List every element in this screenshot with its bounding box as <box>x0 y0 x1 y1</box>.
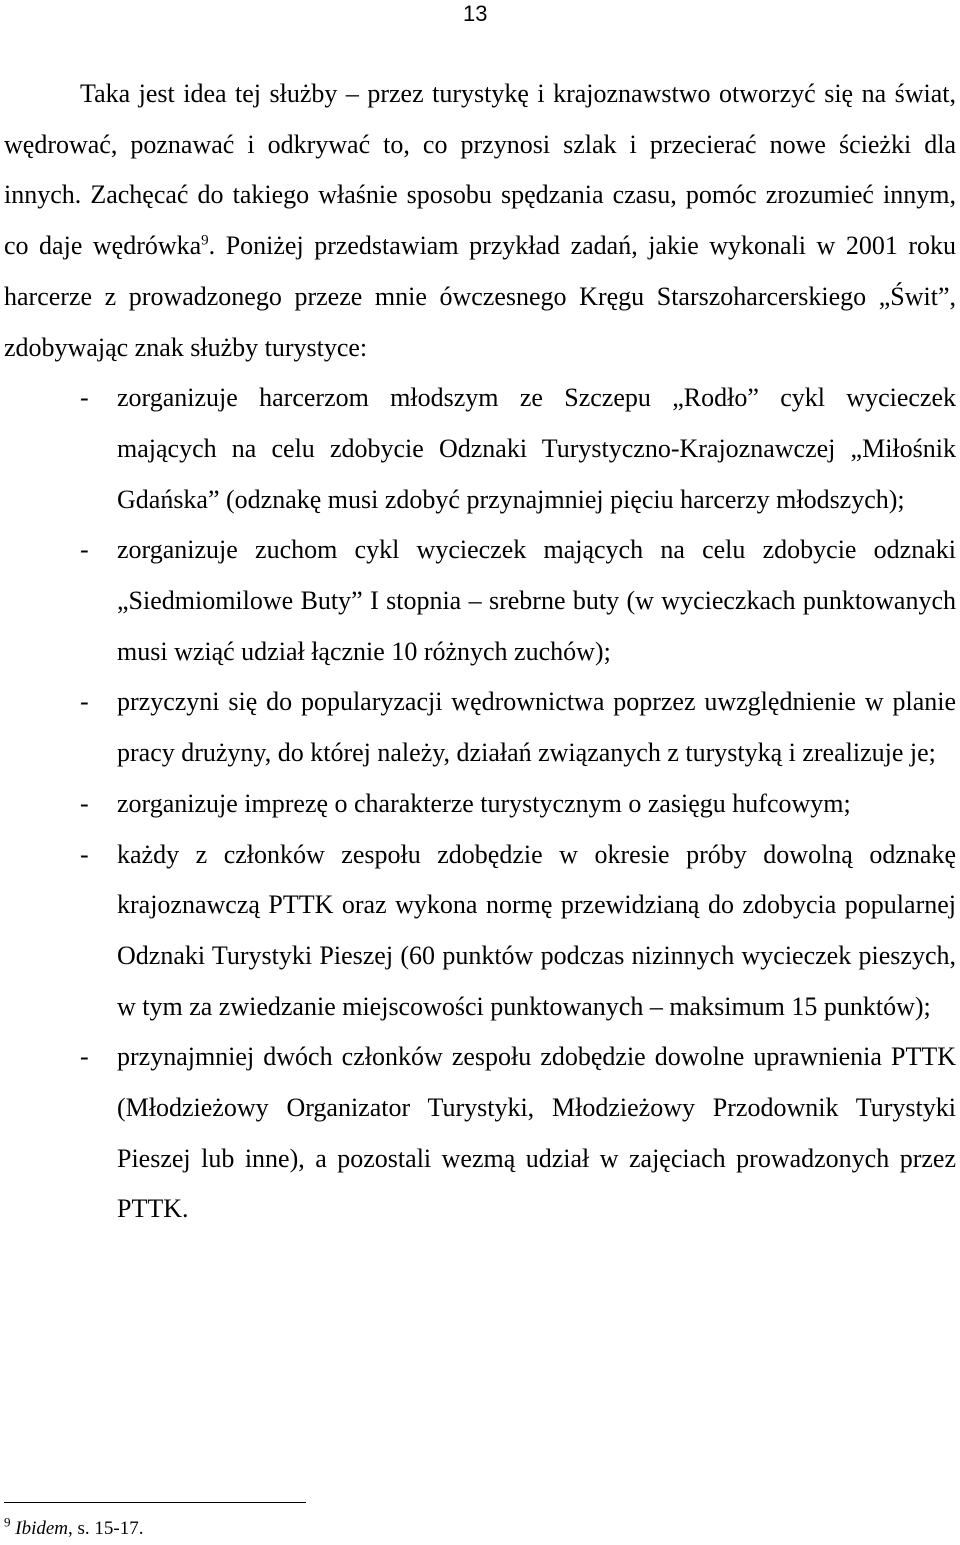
list-item <box>4 1032 956 1235</box>
footnote <box>4 1515 144 1543</box>
list-bullet: - <box>80 839 89 869</box>
footnote-separator <box>4 1502 306 1503</box>
list-item <box>4 525 956 677</box>
paragraph-tasks-intro: Poniżej przedstawiam przykład zadań, jakie wykonali w 2001 roku harcerze z prowadzonego przeze mnie ówczesnego Kręgu Starszoharcerskiego „Świt”, zdobywając znak służby turystyce: <box>4 231 956 362</box>
list-item-text: każdy z członków zespołu zdobędzie w okresie próby dowolną odznakę krajoznawczą PTTK oraz wykona normę przewidzianą do zdobycia popularnej Odznaki Turystyki Pieszej (60 punktów podczas nizinnych wycieczek pieszych, w tym za zwiedzanie miejscowości punktowanych – maksimum 15 punktów); <box>117 839 956 1021</box>
body-text <box>4 69 956 1235</box>
footnote-number: 9 <box>4 1514 11 1530</box>
list-bullet: - <box>80 1042 89 1072</box>
footnote-pages: , s. 15-17. <box>68 1518 144 1539</box>
list-bullet: - <box>80 687 89 717</box>
paragraph-intro-end: . <box>208 231 216 261</box>
list-item-text: zorganizuje harcerzom młodszym ze Szczepu „Rodło” cykl wycieczek mających na celu zdobycie Odznaki Turystyczno-Krajoznawczej „Miłośnik Gdańska” (odznakę musi zdobyć przynajmniej pięciu harcerzy młodszych); <box>117 383 956 514</box>
list-item <box>4 373 956 525</box>
list-item-text: zorganizuje imprezę o charakterze turystycznym o zasięgu hufcowym; <box>117 788 851 818</box>
list-item-text: zorganizuje zuchom cykl wycieczek mających na celu zdobycie odznaki „Siedmiomilowe Buty” I stopnia – srebrne buty (w wycieczkach punktowanych musi wziąć udział łącznie 10 różnych zuchów); <box>117 535 956 666</box>
list-bullet: - <box>80 535 89 565</box>
list-bullet: - <box>80 788 89 818</box>
paragraph-intro-text: Taka jest idea tej służby – przez turystykę i krajoznawstwo otworzyć się na świat, wędrować, poznawać i odkrywać to, co przynosi szlak i przecierać nowe ścieżki dla innych. Zachęcać do takiego właśnie sposobu spędzania czasu, pomóc zrozumieć innym, co daje wędrówka <box>4 79 956 261</box>
list-item <box>4 830 956 1033</box>
list-item-text: przynajmniej dwóch członków zespołu zdobędzie dowolne uprawnienia PTTK (Młodzieżowy Organizator Turystyki, Młodzieżowy Przodownik Turystyki Pieszej lub inne), a pozostali wezmą udział w zajęciach prowadzonych przez PTTK. <box>117 1042 956 1224</box>
list-item <box>4 779 956 830</box>
list-bullet: - <box>80 383 89 413</box>
task-list <box>4 373 956 1235</box>
footnote-reference: 9 <box>201 232 209 249</box>
paragraph-intro <box>4 69 956 373</box>
footnote-source: Ibidem <box>15 1518 69 1539</box>
page-number: 13 <box>463 1 488 26</box>
list-item-text: przyczyni się do popularyzacji wędrownictwa poprzez uwzględnienie w planie pracy drużyny, do której należy, działań związanych z turystyką i zrealizuje je; <box>117 687 956 768</box>
list-item <box>4 677 956 778</box>
